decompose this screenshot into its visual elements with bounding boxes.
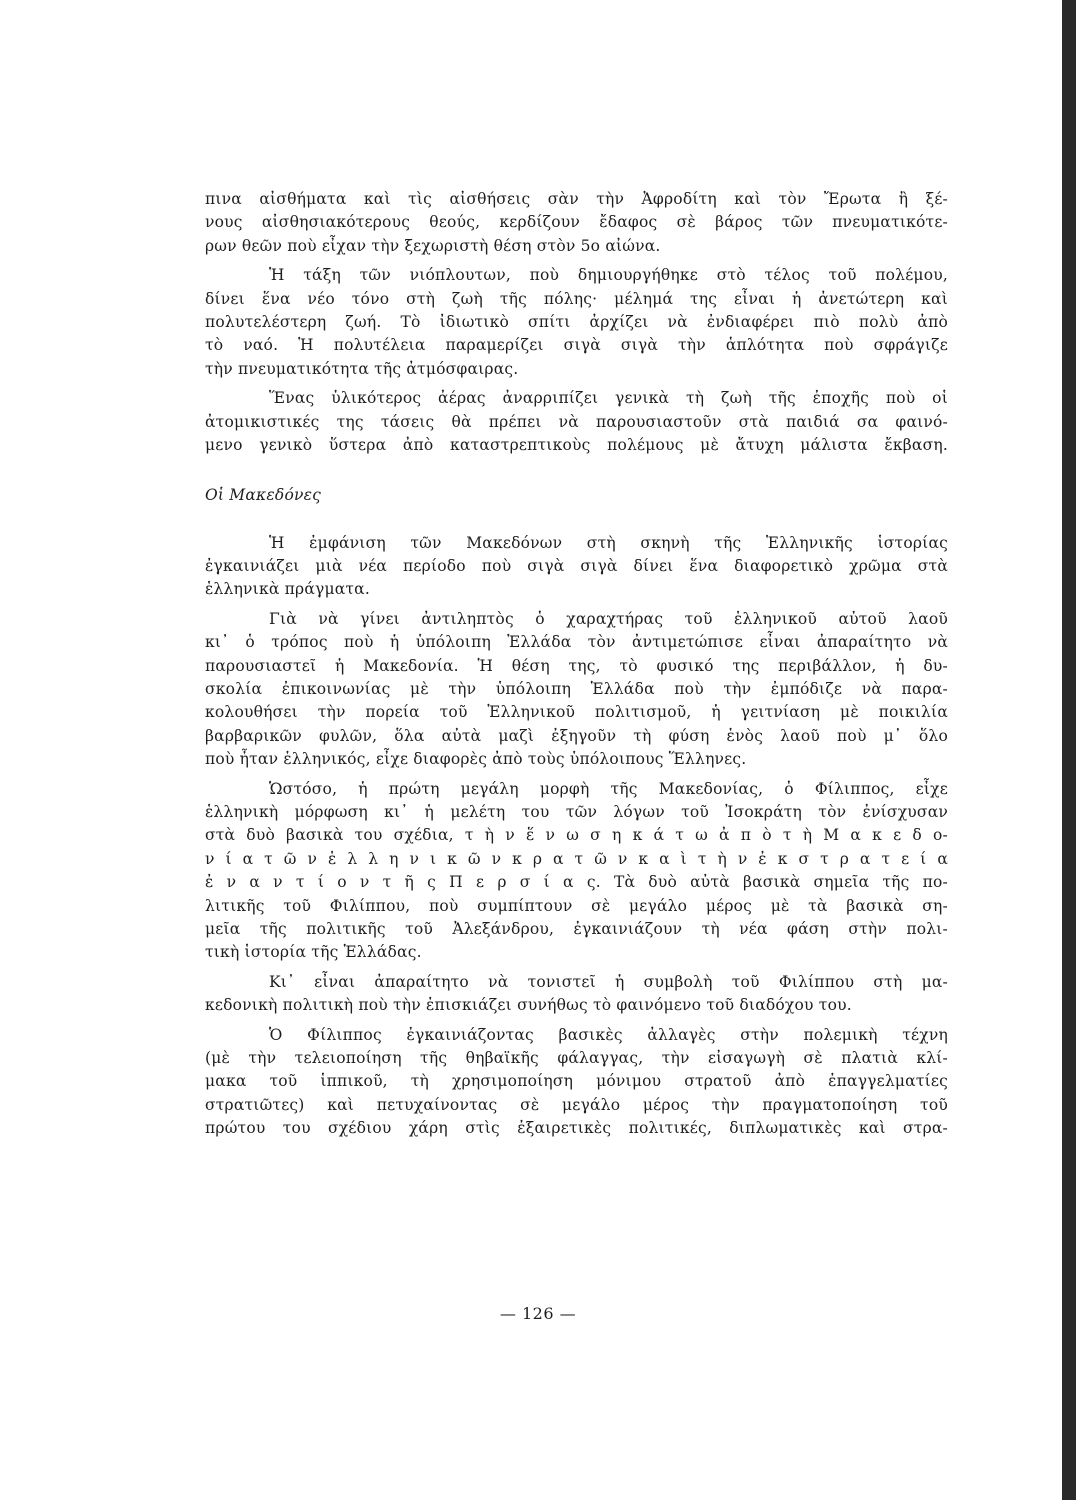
text-line: τὴν πνευματικότητα τῆς ἀτμόσφαιρας. [205,359,519,378]
text-line: ἑλληνικὰ πράγματα. [205,580,370,599]
text-line: μεῖα τῆς πολιτικῆς τοῦ Ἀλεξάνδρου, ἐγκαινιάζουν τὴ νέα φάση στὴν πολι- [205,919,948,938]
text-line: κι᾿ ὁ τρόπος ποὺ ἡ ὑπόλοιπη Ἑλλάδα τὸν ἀντιμετώπισε εἶναι ἀπαραίτητο νὰ [205,633,948,652]
text-line: ρων θεῶν ποὺ εἶχαν τὴν ξεχωριστὴ θέση στὸν 5ο αἰώνα. [205,236,661,255]
text-line: στρατιῶτες) καὶ πετυχαίνοντας σὲ μεγάλο μέρος τὴν πραγματοποίηση τοῦ [205,1095,948,1114]
text-line: Γιὰ νὰ γίνει ἀντιληπτὸς ὁ χαραχτήρας τοῦ ἑλληνικοῦ αὐτοῦ λαοῦ [269,609,948,628]
paragraph-7 [205,971,948,1018]
text-line: Ἡ ἐμφάνιση τῶν Μακεδόνων στὴ σκηνὴ τῆς Ἑλληνικῆς ἱστορίας [269,533,948,552]
text-line: ἐ ν α ν τ ί ο ν τ ῆ ς Π ε ρ σ ί α ς. Τὰ δυὸ αὐτὰ βασικὰ σημεῖα τῆς πο- [205,873,948,892]
text-line: νους αἰσθησιακότερους θεούς, κερδίζουν ἔδαφος σὲ βάρος τῶν πνευματικότε- [205,213,948,232]
text-line: πινα αἰσθήματα καὶ τὶς αἰσθήσεις σὰν τὴν Ἀφροδίτη καὶ τὸν Ἔρωτα ἢ ξέ- [205,190,948,208]
text-line: ν ί α τ ῶ ν ἑ λ λ η ν ι κ ῶ ν κ ρ α τ ῶ ν κ α ὶ τ ὴ ν ἐ κ σ τ ρ α τ ε ί α [205,849,948,868]
text-line: παρουσιαστεῖ ἡ Μακεδονία. Ἡ θέση της, τὸ φυσικό της περιβάλλον, ἡ δυ- [205,656,948,675]
text-line: πρώτου του σχέδιου χάρη στὶς ἐξαιρετικὲς πολιτικές, διπλωματικὲς καὶ στρα- [205,1119,948,1138]
paragraph-6 [205,778,948,965]
text-line: μενο γενικὸ ὕστερα ἀπὸ καταστρεπτικοὺς πολέμους μὲ ἄτυχη μάλιστα ἔκβαση. [205,435,948,454]
text-line: ποὺ ἦταν ἑλληνικός, εἶχε διαφορὲς ἀπὸ τοὺς ὑπόλοιπους Ἕλληνες. [205,750,747,769]
text-line: σκολία ἐπικοινωνίας μὲ τὴν ὑπόλοιπη Ἑλλάδα ποὺ τὴν ἐμπόδιζε νὰ παρα- [205,680,948,699]
paragraph-8 [205,1024,948,1141]
paragraph-5 [205,608,948,772]
text-line: μακα τοῦ ἱππικοῦ, τὴ χρησιμοποίηση μόνιμου στρατοῦ ἀπὸ ἐπαγγελματίες [205,1072,948,1091]
text-line: ἑλληνικὴ μόρφωση κι᾿ ἡ μελέτη του τῶν λόγων τοῦ Ἰσοκράτη τὸν ἐνίσχυσαν [205,802,948,821]
text-line: τὸ ναό. Ἡ πολυτέλεια παραμερίζει σιγὰ σιγὰ τὴν ἁπλότητα ποὺ σφράγιζε [205,336,948,355]
paragraph-2 [205,264,948,381]
text-line: πολυτελέστερη ζωή. Τὸ ἰδιωτικὸ σπίτι ἀρχίζει νὰ ἐνδιαφέρει πιὸ πολὺ ἀπὸ [205,312,948,331]
text-line: κεδονικὴ πολιτικὴ ποὺ τὴν ἐπισκιάζει συνήθως τὸ φαινόμενο τοῦ διαδόχου του. [205,996,852,1015]
scan-page-edge [1062,0,1076,1500]
text-line: ἀτομικιστικές της τάσεις θὰ πρέπει νὰ παρουσιαστοῦν στὰ παιδιά σα φαινό- [205,412,948,431]
text-line: Ἡ τάξη τῶν νιόπλουτων, ποὺ δημιουργήθηκε στὸ τέλος τοῦ πολέμου, [269,266,948,285]
page-number: — 126 — [499,1304,577,1323]
text-line: κολουθήσει τὴν πορεία τοῦ Ἑλληνικοῦ πολιτισμοῦ, ἡ γειτνίαση μὲ ποικιλία [205,703,948,722]
text-line: Ἕνας ὑλικότερος ἀέρας ἀναρριπίζει γενικὰ τὴ ζωὴ τῆς ἐποχῆς ποὺ οἱ [269,389,948,408]
text-line: δίνει ἕνα νέο τόνο στὴ ζωὴ τῆς πόλης· μέλημά της εἶναι ἡ ἀνετώτερη καὶ [205,289,948,308]
text-line: ἐγκαινιάζει μιὰ νέα περίοδο ποὺ σιγὰ σιγὰ δίνει ἕνα διαφορετικὸ χρῶμα στὰ [205,557,948,576]
section-heading: Οἱ Μακεδόνες [205,486,322,505]
text-line: βαρβαρικῶν φυλῶν, ὅλα αὐτὰ μαζὶ ἐξηγοῦν τὴ φύση ἑνὸς λαοῦ ποὺ μ᾿ ὅλο [205,726,948,745]
text-line: (μὲ τὴν τελειοποίηση τῆς θηβαϊκῆς φάλαγγας, τὴν εἰσαγωγὴ σὲ πλατιὰ κλί- [205,1048,948,1067]
paragraph-3 [205,387,948,457]
text-line: τικὴ ἱστορία τῆς Ἑλλάδας. [205,943,422,962]
text-line: λιτικῆς τοῦ Φιλίππου, ποὺ συμπίπτουν σὲ μεγάλο μέρος μὲ τὰ βασικὰ ση- [205,896,948,915]
paragraph-1 [205,188,948,258]
text-line: Κι᾿ εἶναι ἀπαραίτητο νὰ τονιστεῖ ἡ συμβολὴ τοῦ Φιλίππου στὴ μα- [269,972,948,991]
text-line: στὰ δυὸ βασικὰ του σχέδια, τ ὴ ν ἕ ν ω σ η κ ά τ ω ἀ π ὸ τ ὴ Μ α κ ε δ ο- [205,826,948,845]
paragraph-4 [205,532,948,602]
body-text [205,188,948,1140]
text-line: Ὁ Φίλιππος ἐγκαινιάζοντας βασικὲς ἀλλαγὲς στὴν πολεμικὴ τέχνη [269,1025,948,1044]
text-line: Ὡστόσο, ἡ πρώτη μεγάλη μορφὴ τῆς Μακεδονίας, ὁ Φίλιππος, εἶχε [269,779,948,798]
